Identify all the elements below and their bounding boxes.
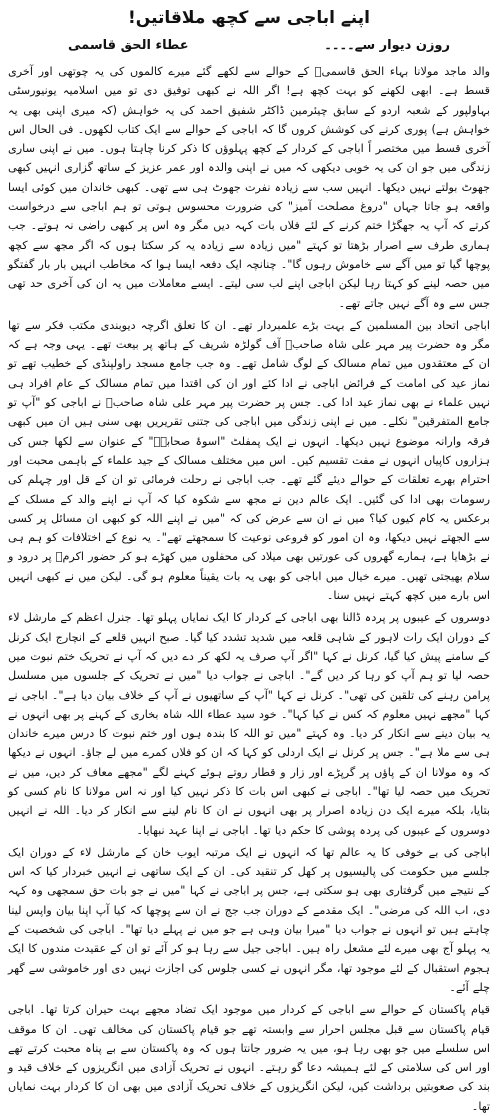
article-body — [8, 62, 490, 1116]
column-name: روزن دیوار سے۔۔۔۔ — [324, 38, 450, 53]
paragraph: اباجی اتحاد بین المسلمین کے بہت بڑے علمبردار تھے۔ ان کا تعلق اگرچہ دیوبندی مکتب فکر سے تھا مگر وہ حضرت پیر مہر علی شاہ صاحبؒ آف گولڑہ شریف کے ہاتھ پر بیعت تھے۔ یہی وجہ ہے کہ ان کے معتقدوں میں تمام مسالک کے لوگ شامل تھے۔ وہ جب جامع مسجد راولپنڈی کے خطیب تھے تو نماز عید کی امامت کے فرائض اباجی نے ادا کئے اور ان کی اقتدا میں تمام مسالک کے عام افراد ہی نہیں علماء نے بھی نماز عید ادا کی۔ جس پر حضرت پیر مہر علی شاہ صاحبؒ نے اباجی کو "آپ تو جامع المتفرقین" نکلے۔ میں نے اپنی زندگی میں اباجی کی جتنی تقریریں بھی سنی ہیں ان میں کبھی فرقہ وارانہ موضوع نہیں دیکھا۔ انہوں نے ایک پمفلٹ "اسوۂ صحابہؓ" کے عنوان سے لکھا جس کی ہزاروں کاپیاں انہوں نے مفت تقسیم کیں۔ اس میں مختلف مسالک کے جید علماء کے باہمی محبت اور احترام بھرے تعلقات کے حوالے دیئے گئے تھے۔ جب اباجی نے رحلت فرمائی تو ان کے قل اور چہلم کی رسومات بھی ادا کی گئیں۔ ایک عالم دین نے مجھ سے شکوہ کیا کہ آپ نے اپنے والد کے مسلک کے برعکس یہ کام کیوں کیا؟ میں نے ان سے عرض کی کہ "میں نے اپنے اللہ کو کبھی ان مسائل پر کسی سے الجھتے نہیں دیکھا، وہ ان امور کو فروعی نوعیت کا سمجھتے تھے"۔ یہ نوع کے اختلافات کو ہم ہی نے بڑھایا ہے، ہمارے گھروں کی عورتیں بھی میلاد کی محفلوں میں کھڑے ہو کر حضور اکرمؐ پر درود و سلام بھیجتی تھیں۔ میرے خیال میں اباجی کو بھی یہ بات یقیناً معلوم ہو گی۔ لیکن میں نے کبھی انہیں اس بارے میں کچھ کہتے نہیں سنا۔ — [8, 318, 490, 603]
column-title: اپنے اباجی سے کچھ ملاقاتیں! — [128, 8, 370, 28]
byline — [68, 36, 450, 56]
paragraph: دوسروں کے عیبوں پر پردہ ڈالنا بھی اباجی کے کردار کا ایک نمایاں پہلو تھا۔ جنرل اعظم کے مارشل لاء کے دوران ایک رات لاہور کے شاہی قلعہ میں شدید تشدد کیا گیا۔ صبح انہیں قلعے کے انچارج ایک کرنل کے سامنے پیش کیا گیا، کرنل نے کہا "اگر آپ صرف یہ لکھ کر دے دیں کہ آپ نے تحریک ختم نبوت میں حصہ لیا تو ہم آپ کو رہا کر دیں گے"۔ اباجی نے جواب دیا "میں نے تحریک کے جلسوں میں مسلسل پرامن رہنے کی تلقین کی تھی"۔ کرنل نے کہا "آپ کے ساتھیوں نے آپ کے خلاف بیان دیا ہے"۔ اباجی نے کہا "مجھے نہیں معلوم کہ کس نے کیا کہا"۔ خود سید عطاء اللہ شاہ بخاری کے کہنے پر بھی انہوں نے یہ بیان دینے سے انکار کر دیا۔ وہ کہتے "میں تو اللہ کا بندہ ہوں اور ختم نبوت کا درس میرے خاندان ہی سے ملا ہے"۔ جس پر کرنل نے ایک اردلی کو کہا کہ ان کو فلاں کمرے میں لے جاؤ۔ انہوں نے دیکھا کہ وہ مولانا ان کے پاؤں پر گرپڑے اور زار و قطار روتے ہوئے کہنے لگے "مجھے معاف کر دیں، میں نے تحریک میں حصہ لیا تھا"۔ اباجی نے کبھی اس بات کا ذکر نہیں کیا اور نہ اس مولانا کا نام کسی کو بتایا، بلکہ میرے ایک دن زیادہ اصرار پر بھی انہوں نے ان کا نام لینے سے انکار کر دیا۔ اللہ نے انہیں دوسروں کے عیبوں کی پردہ پوشی کا حکم دیا تھا۔ اباجی نے اپنا عہد نبھایا۔ — [8, 611, 490, 837]
paragraph: قیام پاکستان کے حوالے سے اباجی کے کردار میں موجود ایک تضاد مجھے بہت حیران کرتا تھا۔ اباجی قیام پاکستان سے قبل مجلس احرار سے وابستہ تھے جو قیام پاکستان کی مخالف تھی۔ ان کا موقف اس سلسلے میں جو بھی رہا ہو، میں یہ ضرور جانتا ہوں کہ وہ پاکستان سے بے پناہ محبت کرتے تھے اور اس کی سلامتی کے لئے ہمیشہ دعا گو رہتے۔ انہوں نے تحریک آزادی میں انگریزوں کے خلاف قید و بند کی صعوبتیں برداشت کیں، لیکن انگریزوں کے خلاف تحریک آزادی میں بھی ان کا کردار بہت نمایاں تھا۔ — [8, 1003, 490, 1113]
author-name: عطاء الحق قاسمی — [68, 38, 189, 53]
paragraph: اباجی کی بے خوفی کا یہ عالم تھا کہ انہوں نے ایک مرتبہ ایوب خان کے مارشل لاء کے دوران ایک جلسے میں حکومت کی پالیسیوں پر کھل کر تنقید کی۔ ان کے ایک ساتھی نے انہیں خبردار کیا کہ اس کے نتیجے میں گرفتاری بھی ہو سکتی ہے، جس پر اباجی نے کہا "میں نے جو بات حق سمجھی وہ کہہ دی، اب اللہ کی مرضی"۔ ایک مقدمے کے دوران جب جج نے ان سے پوچھا کہ کیا آپ اپنا بیان واپس لینا چاہتے ہیں تو انہوں نے جواب دیا "میرا بیان وہی ہے جو میں نے پہلے دیا تھا"۔ اباجی کی شخصیت کے یہ پہلو آج بھی میرے لئے مشعل راہ ہیں۔ اباجی جیل سے رہا ہو کر آئے تو ان کے عقیدت مندوں کا ایک ہجوم استقبال کے لئے موجود تھا، مگر انہوں نے کسی جلوس کی اجازت نہیں دی اور خاموشی سے گھر چلے آئے۔ — [8, 845, 490, 994]
paragraph: والد ماجد مولانا بہاء الحق قاسمیؒ کے حوالے سے لکھے گئے میرے کالموں کی یہ چوتھی اور آخری قسط ہے۔ ابھی لکھنے کو بہت کچھ ہے! اگر اللہ نے کبھی توفیق دی تو میں اسلامیہ یونیورسٹی بہاولپور کے شعبہ اردو کے سابق چیئرمین ڈاکٹر شفیق احمد کی یہ خواہش (کہ میری اپنی بھی یہ خواہش ہے) پوری کرنے کی کوشش کروں گا کہ اباجی کے حوالے سے ایک کتاب لکھوں۔ فی الحال اس آخری قسط میں مختصر اً اباجی کے کردار کے کچھ پہلوؤں کا ذکر کرنا چاہتا ہوں۔ میں نے اپنی ساری زندگی میں جو ان کی یہ خوبی دیکھی کہ میں نے اپنی والدہ اور عمر عزیز کے ساتھ گزاری انہیں کبھی جھوٹ بولتے نہیں دیکھا۔ انہیں سب سے زیادہ نفرت جھوٹ ہی سے تھی۔ کبھی خاندان میں کوئی ایسا واقعہ ہو جاتا جہاں "دروغ مصلحت آمیز" کی ضرورت محسوس ہوتی تو ہم اباجی سے درخواست کرتے کہ آپ یہ جھگڑا ختم کرنے کے لئے فلاں بات کہہ دیں مگر وہ اس پر کبھی راضی نہ ہوتے۔ جب ہماری طرف سے اصرار بڑھتا تو کہتے "میں زیادہ سے زیادہ یہ کر سکتا ہوں کہ اگر مجھ سے کچھ پوچھا گیا تو میں آگے سے خاموش رہوں گا"۔ چنانچہ ایک دفعہ ایسا ہوا کہ مخاطب انہیں بار بار گفتگو میں حصہ لینے کو کہتا رہا لیکن اباجی اپنے لب سی لیتے۔ ایسے معاملات میں یہ ان کی آخری حد تھی جس سے وہ آگے نہیں جاتے تھے۔ — [8, 65, 490, 310]
